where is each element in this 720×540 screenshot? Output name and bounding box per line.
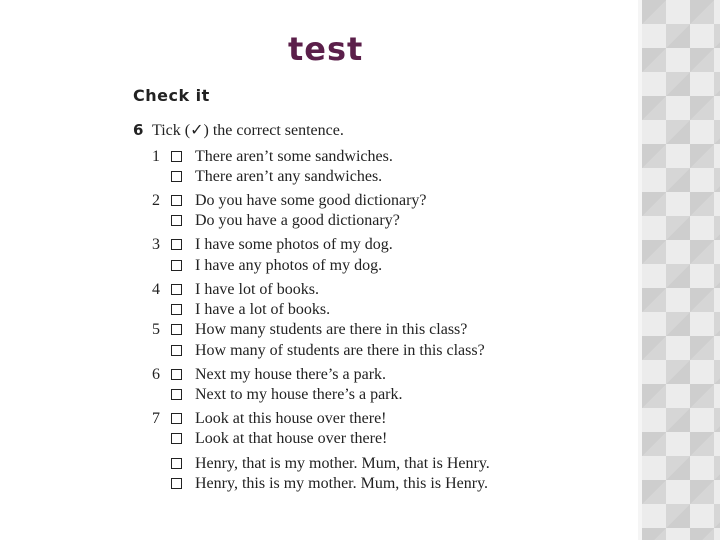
item-number: 5	[152, 321, 160, 338]
tick-checkbox[interactable]	[171, 345, 182, 356]
tick-checkbox[interactable]	[171, 413, 182, 424]
tick-checkbox[interactable]	[171, 433, 182, 444]
sentence-text: Henry, that is my mother. Mum, that is Henry.	[195, 455, 490, 472]
item-number: 6	[152, 366, 160, 383]
item-number: 4	[152, 281, 160, 298]
sentence-text: Henry, this is my mother. Mum, this is Henry.	[195, 475, 489, 492]
exercise-number: 6	[133, 121, 144, 139]
sentence-text: I have lot of books.	[195, 281, 319, 298]
sentence-text: Next my house there’s a park.	[195, 366, 387, 383]
tick-checkbox[interactable]	[171, 284, 182, 295]
tick-checkbox[interactable]	[171, 304, 182, 315]
item-number: 3	[152, 236, 160, 253]
sentence-text: Next to my house there’s a park.	[195, 386, 403, 403]
tick-checkbox[interactable]	[171, 458, 182, 469]
sentence-text: There aren’t some sandwiches.	[195, 148, 393, 165]
tick-checkbox[interactable]	[171, 171, 182, 182]
sentence-text: How many of students are there in this class?	[195, 342, 485, 359]
sentence-text: There aren’t any sandwiches.	[195, 168, 383, 185]
slide-title: test	[288, 30, 364, 68]
sentence-text: I have any photos of my dog.	[195, 257, 383, 274]
sentence-text: Look at that house over there!	[195, 430, 388, 447]
tick-checkbox[interactable]	[171, 215, 182, 226]
item-number: 1	[152, 148, 160, 165]
tick-checkbox[interactable]	[171, 478, 182, 489]
tick-checkbox[interactable]	[171, 389, 182, 400]
sentence-text: Do you have some good dictionary?	[195, 192, 427, 209]
tick-checkbox[interactable]	[171, 195, 182, 206]
item-number: 2	[152, 192, 160, 209]
section-heading: Check it	[133, 86, 210, 105]
decorative-side-pattern	[642, 0, 720, 540]
tick-checkbox[interactable]	[171, 324, 182, 335]
tick-checkbox[interactable]	[171, 369, 182, 380]
sentence-text: Do you have a good dictionary?	[195, 212, 400, 229]
sentence-text: Look at this house over there!	[195, 410, 387, 427]
sentence-text: I have some photos of my dog.	[195, 236, 393, 253]
sentence-text: How many students are there in this class?	[195, 321, 468, 338]
exercise-instruction: Tick (✓) the correct sentence.	[152, 122, 344, 139]
tick-checkbox[interactable]	[171, 151, 182, 162]
item-number: 7	[152, 410, 160, 427]
sentence-text: I have a lot of books.	[195, 301, 331, 318]
tick-checkbox[interactable]	[171, 260, 182, 271]
tick-checkbox[interactable]	[171, 239, 182, 250]
